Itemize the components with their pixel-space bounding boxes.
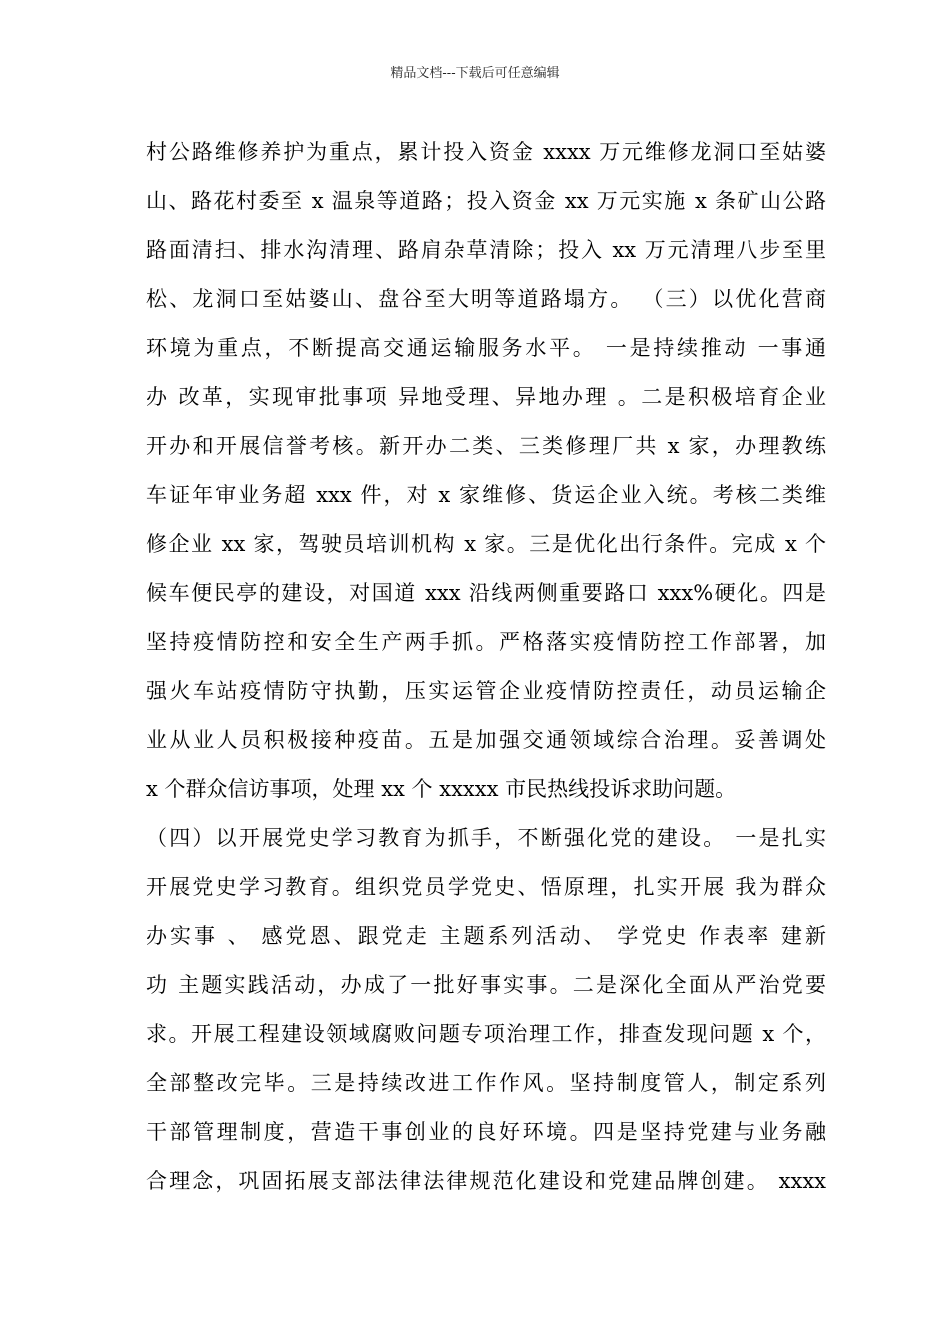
text-line: 修企业 xx 家，驾驶员培训机构 x 家。三是优化出行条件。完成 x 个 [146,532,826,556]
text-line: 合理念，巩固拓展支部法律法律规范化建设和党建品牌创建。 xxxx [146,1169,826,1193]
text-line: 开办和开展信誉考核。新开办二类、三类修理厂共 x 家，办理教练 [146,434,826,458]
text-line: 办实事 、 感党恩、跟党走 主题系列活动、 学党史 作表率 建新 [146,924,826,948]
text-line: 村公路维修养护为重点，累计投入资金 xxxx 万元维修龙洞口至姑婆 [146,140,826,164]
text-line: 松、龙洞口至姑婆山、盘谷至大明等道路塌方。 （三）以优化营商 [146,287,826,311]
text-line: 功 主题实践活动，办成了一批好事实事。二是深化全面从严治党要 [146,973,826,997]
text-line: 强火车站疫情防守执勤，压实运管企业疫情防控责任，动员运输企 [146,679,826,703]
text-line: （四）以开展党史学习教育为抓手，不断强化党的建设。 一是扎实 [146,826,826,850]
body-paragraph [146,128,826,1206]
text-line: 环境为重点，不断提高交通运输服务水平。 一是持续推动 一事通 [146,336,826,360]
text-line: 候车便民亭的建设，对国道 xxx 沿线两侧重要路口 xxx%硬化。四是 [146,581,826,605]
text-line: 全部整改完毕。三是持续改进工作作风。坚持制度管人，制定系列 [146,1071,826,1095]
text-line: 开展党史学习教育。组织党员学党史、悟原理，扎实开展 我为群众 [146,875,826,899]
text-line: 路面清扫、排水沟清理、路肩杂草清除；投入 xx 万元清理八步至里 [146,238,826,262]
text-line: 干部管理制度，营造干事创业的良好环境。四是坚持党建与业务融 [146,1120,826,1144]
text-line: 山、路花村委至 x 温泉等道路；投入资金 xx 万元实施 x 条矿山公路 [146,189,826,213]
text-line: x 个群众信访事项，处理 xx 个 xxxxx 市民热线投诉求助问题。 [146,777,737,801]
text-line: 办 改革，实现审批事项 异地受理、异地办理 。二是积极培育企业 [146,385,826,409]
text-line: 车证年审业务超 xxx 件，对 x 家维修、货运企业入统。考核二类维 [146,483,826,507]
text-line: 业从业人员积极接种疫苗。五是加强交通领域综合治理。妥善调处 [146,728,826,752]
page-header: 精品文档---下载后可任意编辑 [390,66,560,81]
text-line: 求。开展工程建设领域腐败问题专项治理工作，排查发现问题 x 个， [146,1022,826,1046]
text-line: 坚持疫情防控和安全生产两手抓。严格落实疫情防控工作部署，加 [146,630,826,654]
